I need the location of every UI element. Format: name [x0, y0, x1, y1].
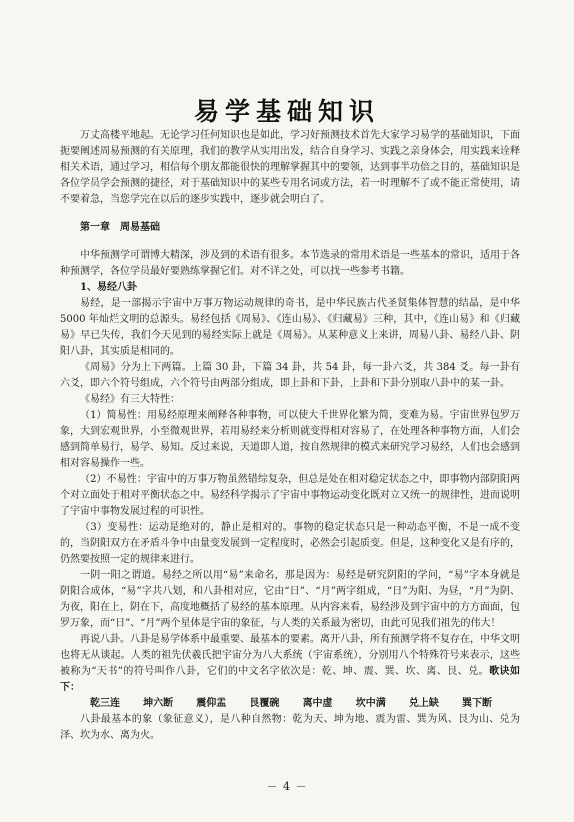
paragraph-2: 易经，是一部揭示宇宙中万事万物运动规律的奇书，是中华民族古代圣贤集体智慧的结晶，是中华 5000 年灿烂文明的总源头。易经包括《周易》、《连山易》、《归藏易》三种，其中，《连山易》和《归藏易》早已失传，我们今天见到的易经实际上就是《周易》。从某种意义上来讲，周易八卦、易经八卦、阴阳八卦，其实质是相同的。: [60, 298, 520, 357]
paragraph-8: 一阴一阳之谓道。易经之所以用“易”来命名，那是因为：易经是研究阴阳的学问，“易”字本身就是阴阳合成体，“易”字共八划，和八卦相对应，它由“日”、“月”两字组成，“日”为阳、为昼，“月”为阴、为夜，阳在上，阴在下，高度地概括了易经的基本原理。从内容来看，易经涉及到宇宙中的方方面面，包罗万象，而“日”、“月”两个星体是宇宙的象征，与人类的关系最为密切，由此可见我们祖先的伟大！: [60, 570, 520, 629]
bagua-verse: [60, 696, 520, 712]
bagua-item: 兑上缺: [408, 698, 439, 709]
paragraph-9-text: 再说八卦。八卦是易学体系中最重要、最基本的要素。离开八卦，所有预测学将不复存在，中华文明也将无从谈起。人类的祖先伏羲氏把宇宙分为八大系统（宇宙系统），分别用八个特殊符号来表示，这些被称为“天书”的符号叫作八卦，它们的中文名字依次是：乾、坤、震、巽、坎、离、艮、兑。: [60, 634, 520, 677]
paragraph-4: 《易经》有三大特性：: [80, 394, 180, 405]
page-number: － 4 －: [266, 780, 308, 793]
bagua-item: 离中虚: [302, 698, 333, 709]
section-heading: 1、易经八卦: [80, 282, 137, 293]
paragraph-9: [60, 632, 520, 696]
verse-intro: 歌诀如下：: [60, 666, 520, 693]
bagua-item: 巽下断: [461, 698, 492, 709]
paragraph-7: （3）变易性：运动是绝对的，静止是相对的。事物的稳定状态只是一种动态平衡，不是一成不变的，当阴阳双方在矛盾斗争中由量变发展到一定程度时，必然会引起质变。但是，这种变化又是有序的，仍然要按照一定的规律来进行。: [60, 522, 520, 565]
bagua-item: 坎中满: [355, 698, 386, 709]
bagua-item: 震仰盂: [196, 698, 227, 709]
paragraph-1: 中华预测学可谓博大精深，涉及到的术语有很多。本节选录的常用术语是一些基本的常识，适用于各种预测学，各位学员最好要熟练掌握它们。对不详之处，可以找一些参考书籍。: [60, 250, 520, 277]
paragraph-10: 八卦最基本的象（象征意义），是八种自然物：乾为天、坤为地、震为雷、巽为风、艮为山、兑为泽、坎为水、离为火。: [60, 714, 520, 741]
bagua-item: 乾三连: [90, 698, 120, 709]
bagua-item: 艮覆碗: [249, 698, 280, 709]
paragraph-6: （2）不易性：宇宙中的万事万物虽然错综复杂，但总是处在相对稳定状态之中，即事物内部阴阳两个对立面处于相对平衡状态之中。易经科学揭示了宇宙中事物运动变化既对立又统一的规律性，进而说明了宇宙中事物发展过程的可识性。: [60, 474, 520, 517]
intro-paragraph: 万丈高楼平地起。无论学习任何知识也是如此，学习好预测技术首先大家学习易学的基础知识，下面扼要阐述周易预测的有关原理，我们的教学从实用出发，结合自身学习、实践之亲身体会，用实践来诠释相关术语，通过学习，相信每个朋友都能很快的理解掌握其中的要领，达到事半功倍之目的，基础知识是各位学员学会预测的捷径，对于基础知识中的某些专用名词或方法，若一时理解不了或不能正常使用，请不要着急，当您学完在以后的逐步实践中，逐步就会明白了。: [60, 130, 520, 205]
document-body: [60, 128, 520, 744]
paragraph-5: （1）简易性：用易经原理来阐释各种事物，可以使大千世界化繁为简，变难为易。宇宙世界包罗万象，大到宏观世界，小至微观世界，若用易经来分析则就变得相对容易了，在处理各种事物方面，人们会感到简单易行，易学、易知。反过来说，天道即人道，按自然规律的模式来研究学习易经，人们也会感到相对容易操作一些。: [60, 410, 520, 469]
chapter-heading: 第一章 周易基础: [80, 222, 160, 233]
paragraph-3: 《周易》分为上下两篇。上篇 30 卦，下篇 34 卦，共 54 卦，每一卦六爻，共 384 爻。每一卦有六爻，即六个符号组成，六个符号由两部分组成，即上卦和下卦，上卦和下卦分别取八卦中的某一卦。: [60, 362, 520, 389]
bagua-item: 坤六断: [143, 698, 174, 709]
document-title: 易学基础知识: [193, 97, 380, 126]
